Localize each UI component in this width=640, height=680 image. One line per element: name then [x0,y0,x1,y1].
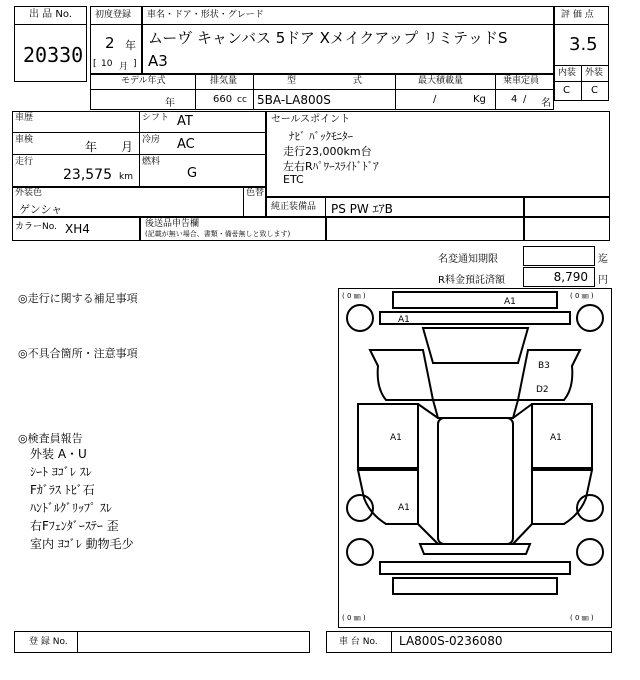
color-no-value: XH4 [65,222,90,236]
name-change-label: 名変通知期限 [438,254,498,265]
corner-label-tl: ( 0 ㎜ ) [342,292,366,300]
car-name-label: 車名・ドア・形状・グレード [147,10,264,20]
overall-score: 3.5 [569,34,598,55]
corner-label-br: ( 0 ㎜ ) [570,614,594,622]
lot-number: 20330 [23,43,84,67]
month-bracket-close: ] [133,59,137,69]
capacity-label: 乗車定員 [503,76,540,86]
recycle-value: 8,790 [553,270,588,284]
inspection-month-unit: 月 [121,140,134,154]
model-code: 5BA-LA800S [257,93,331,107]
lot-number-box [14,6,87,82]
color-change-label: 色替 [246,188,265,198]
damage-mark-front-bumper: A1 [504,297,516,307]
fuel-label: 燃料 [142,157,161,167]
max-load-unit: Kg [473,94,486,105]
inspector-report-title: ◎検査員報告 [18,432,83,445]
registration-box [14,631,310,653]
displacement-value: 660 [213,94,233,105]
fuel-value: G [187,166,198,181]
car-damage-diagram [338,288,612,628]
damage-mark-right-fender: B3 [538,361,550,371]
chassis-number: LA800S-0236080 [399,634,503,648]
mileage-label: 走行 [15,157,34,167]
shift-label: シフト [142,113,170,123]
history-label: 車歴 [15,113,34,123]
car-grade: A3 [148,52,168,70]
exterior-grade: C [591,85,598,96]
interior-grade: C [563,85,570,96]
car-outline [347,292,603,594]
recycle-label: R料金預託済額 [438,275,505,286]
chassis-label: 車 台 No. [339,637,378,647]
report-line-2: ｼｰﾄ ﾖｺﾞﾚ ｽﾚ [30,465,92,479]
report-line-1: 外装 A・U [30,447,87,461]
capacity-value: 4 [511,94,518,105]
max-load-label: 最大積載量 [418,76,464,86]
car-name: ムーヴ キャンバス 5ドア Xメイクアップ リミテッドS [148,29,508,47]
car-name-box [142,6,554,74]
inspection-label: 車検 [15,135,34,145]
capacity-slash: / [523,94,527,105]
type-label: 型 [287,76,297,86]
driving-notes-title: ◎走行に関する補足事項 [18,292,138,305]
first-registration-year: 2 [105,34,115,52]
aftermarket-note: (記載が無い場合、書類・備품無しと致します) [145,230,291,238]
aftermarket-box [140,217,326,241]
model-year-label: モデル年式 [121,76,166,86]
sales-point-line-4: ETC [283,173,304,186]
lot-label: 出 品 No. [29,9,72,20]
model-year-unit: 年 [165,98,175,109]
first-registration-month: 10 [101,59,113,69]
ac-value: AC [177,137,195,152]
damage-mark-right-rear-door: A1 [550,433,562,443]
diagram-frame [339,289,612,628]
damage-mark-left-door: A1 [390,433,402,443]
report-line-5: 右Fﾌｪﾝﾀﾞｰｽﾃｰ 歪 [30,519,119,533]
max-load-slash: / [433,94,437,105]
name-change-unit: 迄 [598,254,608,265]
sales-point-line-3: 左右Rﾊﾟﾜｰｽﾗｲﾄﾞﾄﾞｱ [283,160,379,173]
details-box [12,111,266,187]
color-box [12,187,266,217]
spec-row [90,74,554,110]
score-label: 評 価 点 [561,10,594,20]
score-box [554,6,609,101]
exterior-label: 外装 [585,68,604,78]
report-line-6: 室内 ﾖｺﾞﾚ 動物毛少 [30,537,134,551]
aftermarket-extra-box [326,217,524,241]
color-no-label: カラーNo. [15,222,57,232]
month-bracket-open: [ [93,59,97,69]
first-registration-label: 初度登録 [95,10,132,20]
registration-label: 登 録 No. [29,637,68,647]
displacement-unit: cc [237,95,247,105]
equipment-extra-box [524,197,610,217]
name-change-value [523,246,595,266]
recycle-box [523,267,595,287]
sales-point-line-2: 走行23,000km台 [283,145,372,158]
recycle-unit: 円 [598,275,608,286]
equipment-value: PS PW ｴｱB [331,202,393,216]
sales-points-box [266,111,610,197]
damage-mark-left-rear: A1 [398,503,410,513]
sales-points-label: セールスポイント [271,114,351,125]
report-line-4: ﾊﾝﾄﾞﾙｸﾞﾘｯﾌﾟ ｽﾚ [30,501,112,515]
damage-mark-front-left: A1 [398,315,410,325]
chassis-box [326,631,612,653]
interior-label: 内装 [558,68,577,78]
equipment-box [266,197,524,217]
inspection-year-unit: 年 [85,140,98,154]
aftermarket-extra-box-2 [524,217,610,241]
color-value: ゲンシャ [19,203,63,216]
defects-title: ◎不具合箇所・注意事項 [18,347,138,360]
mileage-value: 23,575 [63,167,112,183]
damage-mark-right-door: D2 [536,385,549,395]
shift-value: AT [177,114,193,129]
sales-point-line-1: ﾅﾋﾞ ﾊﾞｯｸﾓﾆﾀｰ [289,130,353,143]
type-label-2: 式 [353,76,363,86]
month-unit: 月 [119,62,129,72]
ac-label: 冷房 [142,135,161,145]
corner-label-bl: ( 0 ㎜ ) [342,614,366,622]
color-label: 外装色 [15,188,43,198]
aftermarket-label: 後送品申告欄 [145,219,200,229]
report-line-3: Fｶﾞﾗｽ ﾄﾋﾞ石 [30,483,95,497]
mileage-unit: km [119,172,133,182]
equipment-label: 純正装備品 [271,202,317,212]
capacity-unit: 名 [541,98,551,109]
first-registration-box [90,6,142,74]
color-no-box [12,217,140,241]
displacement-label: 排気量 [210,76,238,86]
corner-label-tr: ( 0 ㎜ ) [570,292,594,300]
year-unit: 年 [125,39,136,52]
